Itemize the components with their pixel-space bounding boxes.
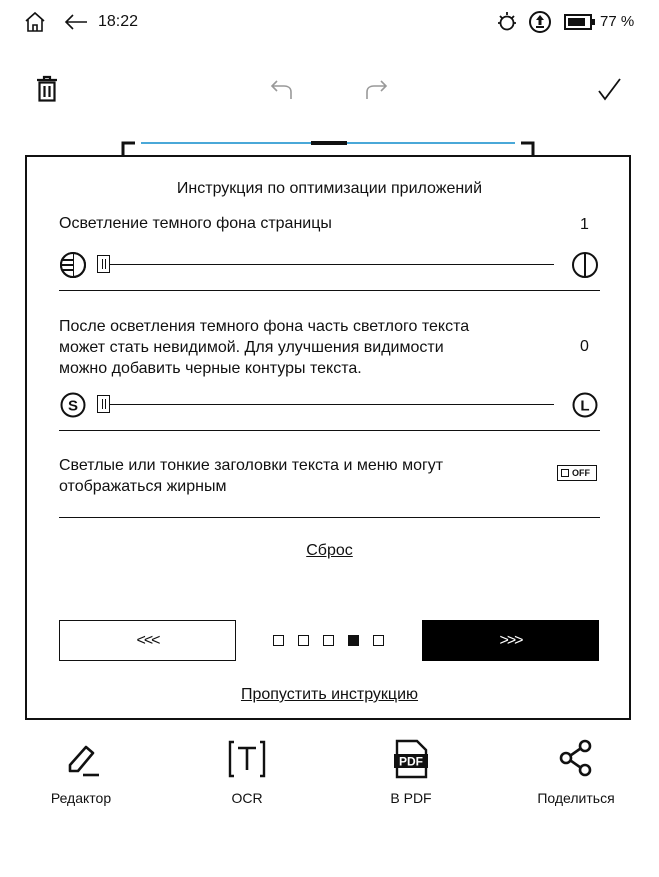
contour-large-icon: [571, 391, 599, 419]
brightness-slider-thumb[interactable]: [97, 255, 110, 273]
battery-percent: 77 %: [600, 13, 635, 30]
pdf-icon-text: PDF: [399, 754, 423, 769]
section-divider: [59, 290, 600, 291]
skip-instruction-button[interactable]: Пропустить инструкцию: [240, 686, 419, 703]
pdf-tool[interactable]: [351, 738, 471, 806]
pdf-label: В PDF: [390, 790, 432, 806]
dialog-title: Инструкция по оптимизации приложений: [176, 180, 483, 197]
editor-label: Редактор: [50, 790, 112, 806]
reset-button[interactable]: Сброс: [306, 542, 353, 559]
back-arrow-icon[interactable]: [63, 12, 89, 32]
share-tool[interactable]: [516, 738, 636, 806]
confirm-check-icon[interactable]: [597, 76, 623, 102]
section-divider: [59, 430, 600, 431]
contour-small-letter: S: [67, 397, 79, 415]
bold-label: [59, 455, 443, 497]
reset-link: [0, 542, 659, 560]
share-label: Поделиться: [537, 790, 615, 806]
brightness-label: Осветление темного фона страницы: [59, 215, 332, 232]
contour-small-icon: [59, 391, 87, 419]
ocr-tool[interactable]: [187, 738, 307, 806]
bold-toggle[interactable]: [557, 465, 597, 481]
contours-label: [59, 316, 469, 379]
redo-icon[interactable]: [364, 79, 390, 101]
share-icon: [556, 738, 596, 780]
pdf-file-icon: [391, 738, 431, 780]
page-dot: [298, 635, 309, 646]
trash-icon[interactable]: [35, 75, 59, 103]
page-dot: [373, 635, 384, 646]
contours-label-line: После осветления темного фона часть светлого текста: [59, 318, 470, 335]
page-dot: [273, 635, 284, 646]
undo-icon[interactable]: [268, 79, 294, 101]
editor-tool[interactable]: [21, 738, 141, 806]
brightness-slider-track[interactable]: [100, 264, 554, 265]
contours-slider-thumb[interactable]: [97, 395, 110, 413]
section-divider: [59, 517, 600, 518]
next-button[interactable]: >>>: [422, 620, 599, 661]
ocr-label: OCR: [231, 790, 263, 806]
battery-icon: [564, 13, 596, 31]
ocr-text-icon: [226, 738, 268, 780]
dark-background-icon: [59, 251, 87, 279]
contours-slider-track[interactable]: [100, 404, 554, 405]
skip-link: [0, 686, 659, 704]
home-icon[interactable]: [23, 10, 47, 34]
contour-large-letter: L: [580, 397, 590, 415]
bold-label-line: Светлые или тонкие заголовки текста и меню могут: [59, 457, 444, 474]
status-time: 18:22: [98, 13, 139, 30]
prev-button[interactable]: <<<: [59, 620, 236, 661]
contours-value: 0: [580, 338, 589, 355]
page-dot: [323, 635, 334, 646]
pencil-icon: [61, 738, 101, 780]
bold-label-line: отображаться жирным: [59, 478, 227, 495]
sync-icon[interactable]: [528, 10, 552, 34]
brightness-value: 1: [580, 216, 589, 233]
frontlight-icon[interactable]: [495, 10, 519, 34]
toggle-state: OFF: [572, 468, 590, 478]
page-dot-active: [348, 635, 359, 646]
contrast-icon: [571, 251, 599, 279]
contours-label-line: можно добавить черные контуры текста.: [59, 360, 362, 377]
toggle-knob: [561, 469, 569, 477]
contours-label-line: может стать невидимой. Для улучшения видимости: [59, 339, 444, 356]
